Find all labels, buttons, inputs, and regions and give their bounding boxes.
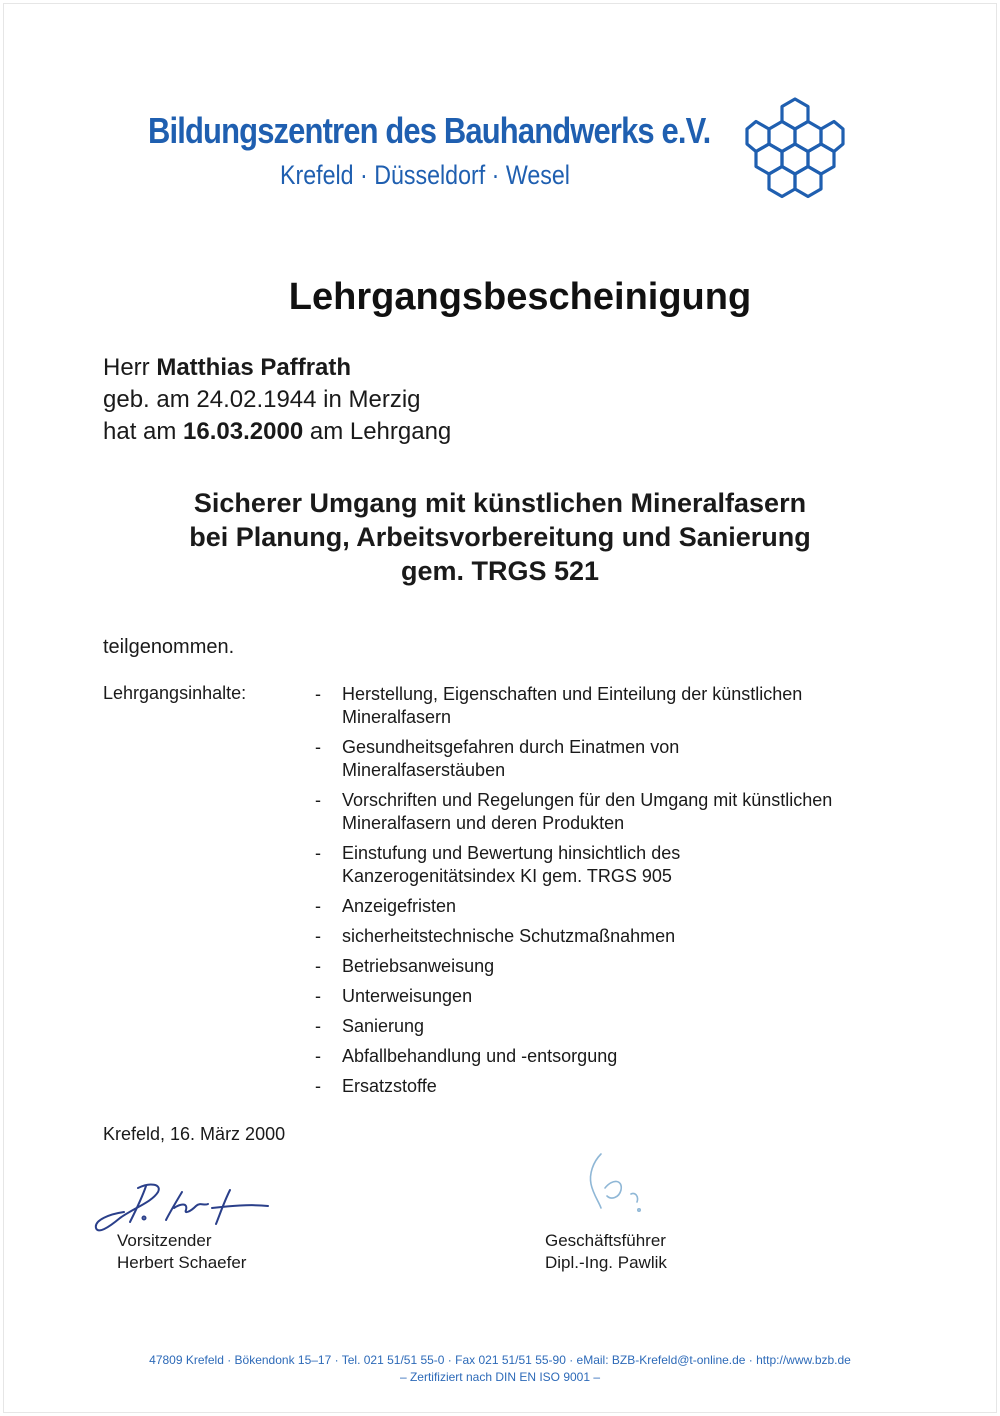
contents-item bbox=[315, 736, 915, 782]
course-line-2: bei Planung, Arbeitsvorbereitung und Sanierung bbox=[189, 522, 811, 552]
contents-item-text bbox=[342, 683, 802, 729]
contents-list bbox=[315, 683, 915, 1105]
contents-item-text bbox=[342, 842, 680, 888]
contents-item-text bbox=[342, 1075, 437, 1098]
signer-left-role: Vorsitzender bbox=[117, 1231, 212, 1250]
contents-item-line: Gesundheitsgefahren durch Einatmen von bbox=[342, 737, 680, 757]
contents-item-line: Unterweisungen bbox=[342, 986, 473, 1006]
contents-item-dash: - bbox=[315, 956, 321, 976]
contents-item-line: sicherheitstechnische Schutzmaßnahmen bbox=[342, 926, 676, 946]
contents-item-line: Herstellung, Eigenschaften und Einteilung der künstlichen bbox=[342, 684, 803, 704]
footer-contact: 47809 Krefeld · Bökendonk 15–17 · Tel. 021 51/51 55-0 · Fax 021 51/51 55-90 · eMail: BZB-Krefeld@t-online.de · http://www.bzb.de bbox=[149, 1353, 851, 1367]
course-line-1: Sicherer Umgang mit künstlichen Mineralfasern bbox=[193, 488, 807, 518]
contents-item-dash: - bbox=[315, 790, 321, 810]
salutation: Herr bbox=[103, 354, 150, 381]
contents-item-text bbox=[342, 736, 679, 782]
signer-left bbox=[117, 1230, 246, 1274]
contents-item bbox=[315, 1045, 915, 1068]
contents-item bbox=[315, 925, 915, 948]
person-block bbox=[103, 352, 451, 448]
contents-item-dash: - bbox=[315, 986, 321, 1006]
contents-item-line: Vorschriften und Regelungen für den Umgang mit künstlichen bbox=[342, 790, 833, 810]
contents-item-line: Mineralfasern bbox=[342, 707, 452, 727]
course-title bbox=[0, 486, 1000, 588]
contents-item-dash: - bbox=[315, 1046, 321, 1066]
signature-right bbox=[565, 1148, 675, 1228]
signer-right-role: Geschäftsführer bbox=[545, 1231, 666, 1250]
contents-item-dash: - bbox=[315, 843, 321, 863]
contents-item-dash: - bbox=[315, 1016, 321, 1036]
footer-certification: – Zertifiziert nach DIN EN ISO 9001 – bbox=[399, 1370, 601, 1384]
course-date: 16.03.2000 bbox=[183, 418, 304, 445]
contents-item-dash: - bbox=[315, 896, 321, 916]
date-line bbox=[103, 416, 451, 448]
contents-item-line: Betriebsanweisung bbox=[342, 956, 495, 976]
contents-item-line: Abfallbehandlung und -entsorgung bbox=[342, 1046, 618, 1066]
contents-item-text bbox=[342, 1045, 617, 1068]
contents-label: Lehrgangsinhalte: bbox=[103, 683, 247, 703]
contents-item bbox=[315, 789, 915, 835]
contents-item-dash: - bbox=[315, 1076, 321, 1096]
hexagon-cubes-logo-icon bbox=[745, 97, 845, 200]
contents-item-line: Einstufung und Bewertung hinsichtlich des bbox=[342, 843, 681, 863]
place-date: Krefeld, 16. März 2000 bbox=[103, 1124, 286, 1144]
signer-left-name: Herbert Schaefer bbox=[117, 1253, 247, 1272]
contents-item-line: Sanierung bbox=[342, 1016, 425, 1036]
contents-item-text bbox=[342, 789, 832, 835]
contents-item-dash: - bbox=[315, 737, 321, 757]
contents-item bbox=[315, 1075, 915, 1098]
birth-line: geb. am 24.02.1944 in Merzig bbox=[103, 386, 421, 413]
contents-item-line: Anzeigefristen bbox=[342, 896, 457, 916]
contents-item-text bbox=[342, 955, 494, 978]
contents-item-dash: - bbox=[315, 684, 321, 704]
person-name-line bbox=[103, 352, 451, 384]
contents-item bbox=[315, 985, 915, 1008]
contents-item bbox=[315, 683, 915, 729]
contents-item-line: Kanzerogenitätsindex KI gem. TRGS 905 bbox=[342, 866, 672, 886]
footer bbox=[0, 1352, 1000, 1386]
date-suffix: am Lehrgang bbox=[309, 418, 452, 445]
participated-text: teilgenommen. bbox=[103, 636, 235, 658]
contents-item-text bbox=[342, 1015, 424, 1038]
contents-item bbox=[315, 1015, 915, 1038]
document-title: Lehrgangsbescheinigung bbox=[288, 276, 752, 318]
contents-item-text bbox=[342, 895, 456, 918]
person-name: Matthias Paffrath bbox=[156, 354, 352, 381]
contents-item-line: Mineralfasern und deren Produkten bbox=[342, 813, 625, 833]
contents-item bbox=[315, 895, 915, 918]
organization-name: Bildungszentren des Bauhandwerks e.V. bbox=[148, 110, 711, 151]
contents-item-line: Ersatzstoffe bbox=[342, 1076, 437, 1096]
contents-item-line: Mineralfaserstäuben bbox=[342, 760, 506, 780]
signer-right-name: Dipl.-Ing. Pawlik bbox=[545, 1253, 667, 1272]
contents-item bbox=[315, 955, 915, 978]
contents-item bbox=[315, 842, 915, 888]
contents-item-text bbox=[342, 985, 472, 1008]
contents-item-text bbox=[342, 925, 675, 948]
course-line-3: gem. TRGS 521 bbox=[400, 556, 600, 586]
contents-item-dash: - bbox=[315, 926, 321, 946]
signer-right bbox=[545, 1230, 667, 1274]
date-prefix: hat am bbox=[103, 418, 177, 445]
organization-cities: Krefeld · Düsseldorf · Wesel bbox=[280, 160, 570, 190]
